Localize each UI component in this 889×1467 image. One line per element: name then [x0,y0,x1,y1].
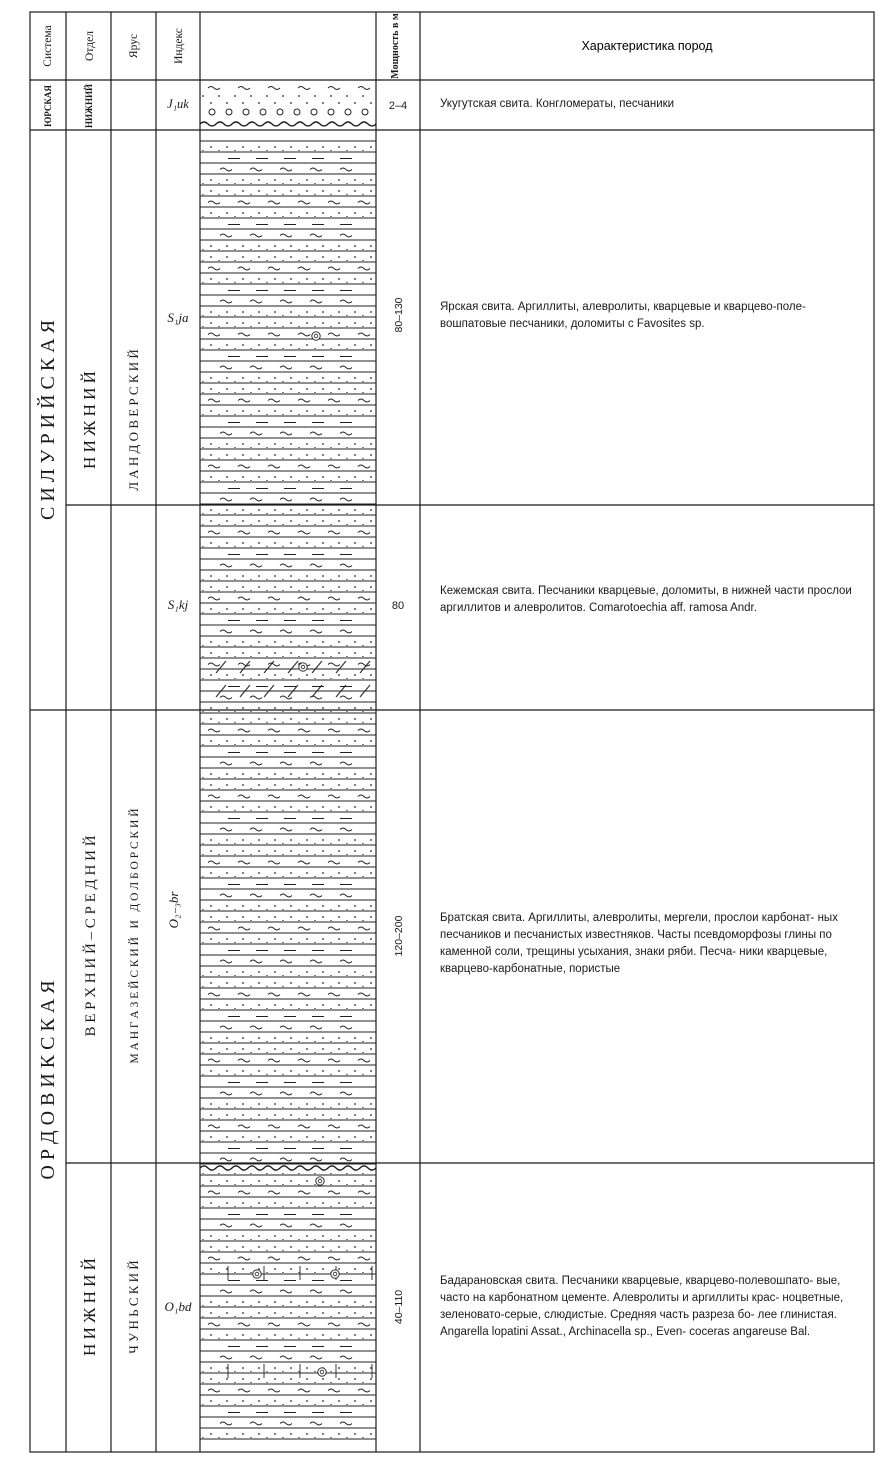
header-division: Отдел [84,31,96,61]
index-j1uk: J₁uk [167,97,189,111]
division-lower-jurassic: НИЖНИЙ [84,84,94,128]
division-lower-ordovician: Н И Ж Н И Й [80,1258,99,1356]
division-lower-silurian: Н И Ж Н И Й [80,371,99,469]
description-o23br: Братская свита. Аргиллиты, алевролиты, мергели, прослои карбонат- ных песчаников и песчанистых известняков. Часты псевдоморфозы глины по каменной соли, трещины усыхания, знаки ряби. Песча- ники кварцевые, кварцево-карбонатные, пористые [440,912,838,975]
table-grid [30,12,874,1452]
stage-mangazeya-dolbor: М А Н Г А З Е Й С К И Й И Д О Л Б О Р С К И Й [129,808,141,1064]
index-s1ja: S₁ja [167,310,189,325]
stage-llandovery: Л А Н Д О В Е Р С К И Й [126,349,141,491]
header-thickness: Мощность в м [390,13,401,79]
index-o1bd: O₁bd [164,1299,192,1314]
thickness-o1bd: 40–110 [393,1289,405,1325]
header-system: Система [42,25,54,67]
stage-chunya: Ч У Н Ь С К И Й [126,1260,141,1354]
system-silurian: С И Л У Р И Й С К А Я [37,320,59,520]
description-s1ja: Ярская свита. Аргиллиты, алевролиты, кварцевые и кварцево-поле- вошпатовые песчаники, доломиты с Favosites sp. [440,301,806,330]
thickness-s1ja: 80–130 [393,297,405,333]
thickness-j1uk: 2–4 [388,100,408,112]
header-index: Индекс [173,28,185,64]
header-stage: Ярус [128,33,140,59]
description-j1uk: Укугутская свита. Конгломераты, песчаники [440,98,675,110]
header-description: Характеристика пород [581,39,713,53]
thickness-o23br: 120–200 [393,915,405,957]
system-ordovician: О Р Д О В И К С К А Я [37,980,59,1180]
index-s1kj: S₁kj [167,597,189,612]
system-jurassic: ЮРСКАЯ [43,85,53,127]
description-o1bd: Бадарановская свита. Песчаники кварцевые, кварцево-полевошпато- вые, часто на карбонатном цементе. Алевролиты и аргиллиты крас- ноцветные, зеленовато-серые, слюдистые. Средняя часть разреза бо- лее глинистая. Angarella lopatini Assat., Archinacella sp., Even- coceras angareuse Bal. [440,1275,844,1338]
thickness-s1kj: 80 [391,600,405,612]
division-upper-middle-ordovician: В Е Р Х Н И Й – С Р Е Д Н И Й [83,835,99,1037]
index-o23br: O₂₋₃br [166,891,181,929]
description-s1kj: Кежемская свита. Песчаники кварцевые, доломиты, в нижней части прослои аргиллитов и алевролитов. Comarotoechia aff. ramosa Andr. [440,585,852,614]
lithology-column [200,87,376,1440]
